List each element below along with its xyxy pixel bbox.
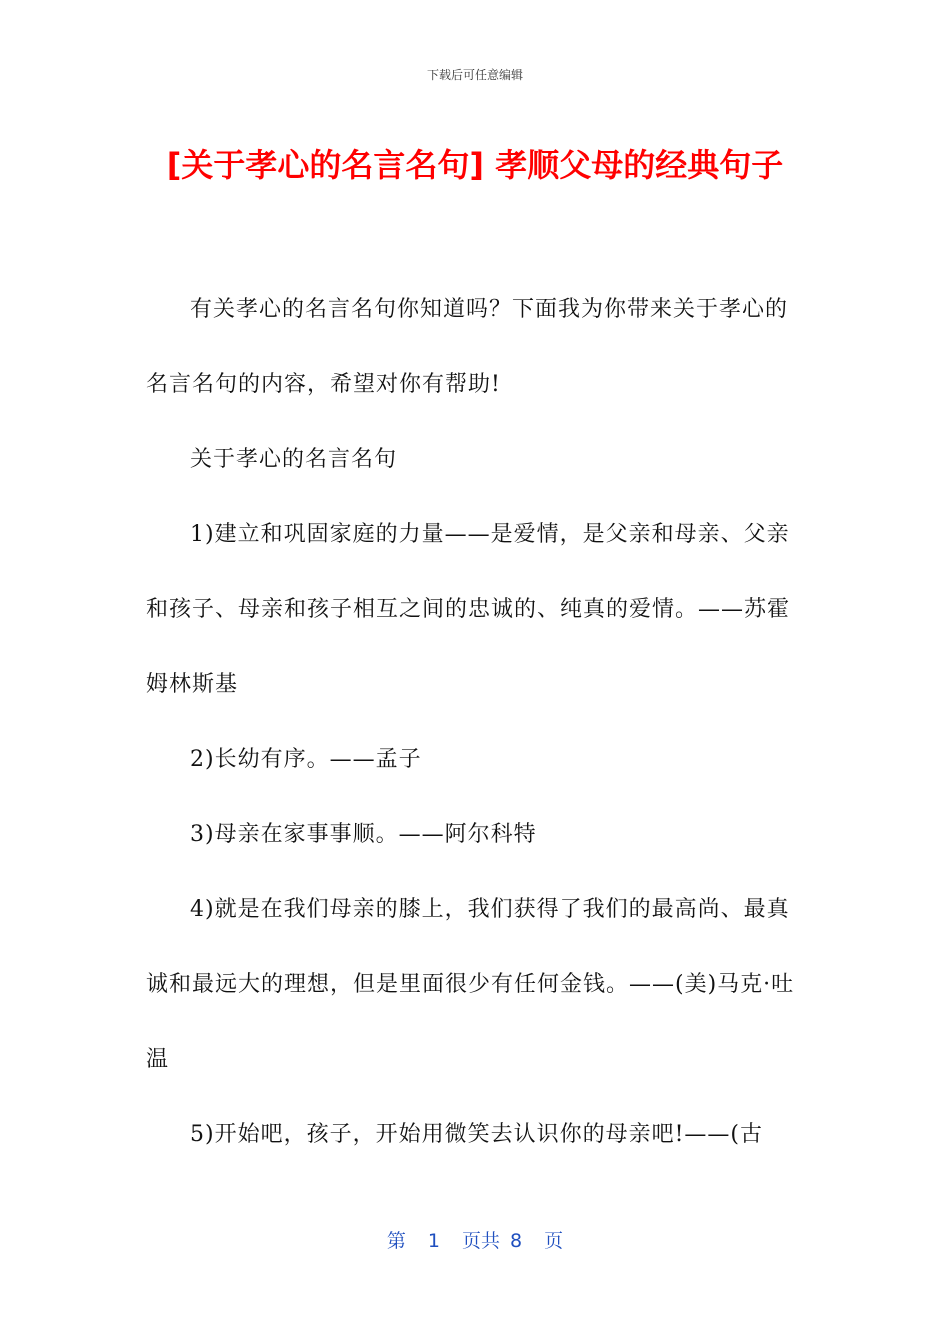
- footer-total-pages: 8: [510, 1230, 523, 1252]
- footer-page-middle: 页共: [461, 1230, 500, 1252]
- paragraph-quote-2: 2)长幼有序。——孟子: [190, 747, 422, 772]
- paragraph-intro: 有关孝心的名言名句你知道吗？下面我为你带来关于孝心的名言名句的内容，希望对你有帮助!: [146, 297, 789, 397]
- paragraph-quote-5: 5)开始吧，孩子，开始用微笑去认识你的母亲吧!——(古: [190, 1122, 764, 1147]
- document-title: [关于孝心的名言名句] 孝顺父母的经典句子: [166, 146, 784, 184]
- paragraph-quote-1: 1)建立和巩固家庭的力量——是爱情，是父亲和母亲、父亲和孩子、母亲和孩子相互之间的忠诚的、纯真的爱情。——苏霍姆林斯基: [146, 522, 791, 697]
- page-footer: [0, 1226, 950, 1253]
- footer-page-prefix: 第: [386, 1230, 406, 1252]
- paragraph-quote-4: 4)就是在我们母亲的膝上，我们获得了我们的最高尚、最真诚和最远大的理想，但是里面很少有任何金钱。——(美)马克·吐温: [146, 897, 795, 1072]
- page-header-note: 下载后可任意编辑: [426, 68, 523, 82]
- footer-current-page: 1: [427, 1230, 440, 1252]
- footer-page-suffix: 页: [544, 1230, 564, 1252]
- paragraph-section-heading: 关于孝心的名言名句: [190, 447, 398, 472]
- document-body: [146, 272, 796, 1172]
- paragraph-quote-3: 3)母亲在家事事顺。——阿尔科特: [190, 822, 537, 847]
